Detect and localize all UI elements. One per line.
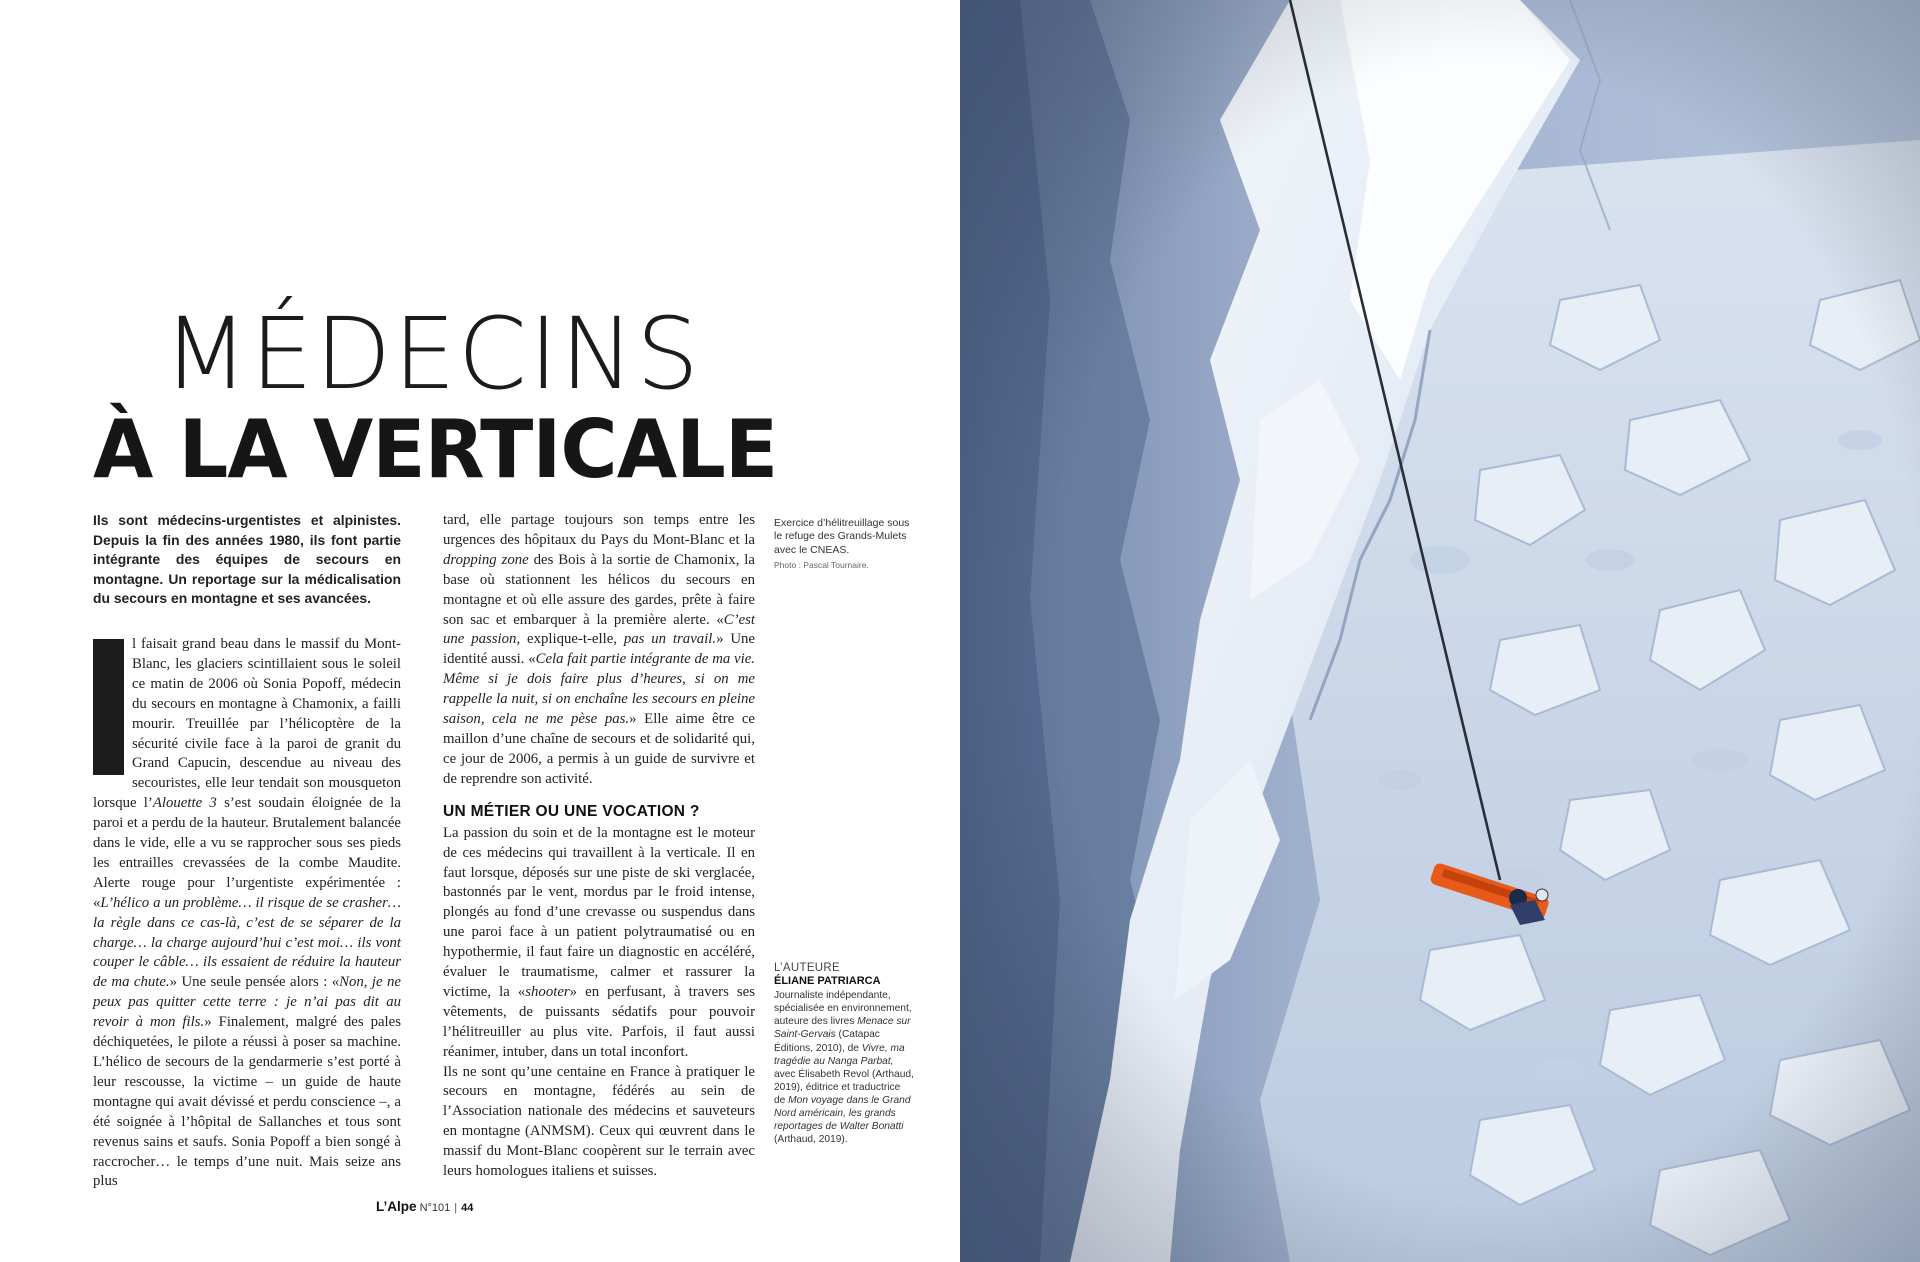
issue-number: N°101 xyxy=(419,1202,451,1214)
page-number: 44 xyxy=(461,1202,474,1214)
article-column-2 xyxy=(443,511,755,1182)
paragraph-3: La passion du soin et de la montagne est le moteur de ces médecins qui travaillent à la verticale. Il en faut lorsque, déposés sur une piste de ski verglacée, bastonnés par le vent, mordus par le froid intense, plongés au fond d’une crevasse ou suspendus dans une paroi face à un patient polytraumatisé ou en hypothermie, il faut faire un diagnostic en accéléré, évaluer le traumatisme, calmer et rassurer la victime, la «shooter» en perfusant, à travers ses vêtements, de puissants sédatifs pour pouvoir l’hélitreuiller au plus vite. Parfois, il faut aussi réanimer, intuber, dans un total inconfort. xyxy=(443,824,755,1060)
article-column-1 xyxy=(93,511,401,1192)
article-body-col2 xyxy=(443,511,755,1182)
page-footer xyxy=(376,1199,473,1214)
article-body-col1 xyxy=(93,635,401,1192)
paragraph-1: l faisait grand beau dans le massif du Mont-Blanc, les glaciers scintillaient sous le soleil ce matin de 2006 où Sonia Popoff, médecin du secours en montagne à Chamonix, a failli mourir. Treuillée par l’hélicoptère de la sécurité civile face à la paroi de granit du Grand Capucin, descendue au niveau des secouristes, elle leur tendait son mousqueton lorsque l’Alouette 3 s’est soudain éloignée de la paroi et a perdu de la hauteur. Brutalement balancée dans le vide, elle a vu se rapprocher sous ses pieds les entrailles crevassées de la combe Maudite. Alerte rouge pour l’urgentiste expérimentée : «L’hélico a un problème… il risque de se crasher… la règle dans ce cas-là, c’est de se séparer de la charge… la charge aujourd’hui c’est moi… ils vont couper le câble… ils essaient de réduire la hauteur de ma chute.» Une seule pensée alors : «Non, je ne peux pas quitter cette terre : je n’ai pas dit au revoir à mon fils.» Finalement, malgré des pales déchiquetées, le pilote a réussi à poser sa machine. L’hélico de secours de la gendarmerie s’est porté à leur rescousse, la victime – un guide de haute montagne qui avait dévissé et perdu conscience –, a été soignée à l’hôpital de Sallanches et tous sont revenus sains et saufs. Sonia Popoff a bien songé à raccrocher… le temps d’une nuit. Mais seize ans plus xyxy=(93,635,401,1190)
paragraph-4: Ils ne sont qu’une centaine en France à pratiquer le secours en montagne, fédérés au sein de l’Association nationale des médecins et sauveteurs en montagne (ANMSM). Ceux qui œuvrent dans le massif du Mont-Blanc coopèrent sur le terrain avec leurs homologues italiens et suisses. xyxy=(443,1063,755,1180)
drop-cap xyxy=(93,639,124,775)
photo-credit: Photo : Pascal Tournaire. xyxy=(774,559,869,570)
author-box xyxy=(774,962,914,1146)
author-bio: Journaliste indépendante, spécialisée en environnement, auteure des livres Menace sur Saint-Gervais (Catapac Éditions, 2010), de Vivre, ma tragédie au Nanga Parbat, avec Élisabeth Revol (Arthaud, 2019), éditrice et traductrice de Mon voyage dans le Grand Nord américain, les grands reportages de Walter Bonatti (Arthaud, 2019). xyxy=(774,990,914,1146)
section-subheading: UN MÉTIER OU UNE VOCATION ? xyxy=(443,802,700,820)
paragraph-2: tard, elle partage toujours son temps entre les urgences des hôpitaux du Pays du Mont-Blanc et la dropping zone des Bois à la sortie de Chamonix, la base où stationnent les hélicos du secours en montagne et où elle assure des gardes, prête à faire son sac et embarquer à la première alerte. «C’est une passion, explique-t-elle, pas un travail.» Une identité aussi. «Cela fait partie intégrante de ma vie. Même si je dois faire plus d’heures, si on me rappelle la nuit, si on enchaîne les secours en pleine saison, cela ne me pèse pas.» Elle aime être ce maillon d’une chaîne de secours et de solidarité qui, ce jour de 2006, a permis à un guide de survivre et de reprendre son activité. xyxy=(443,512,756,787)
author-name: ÉLIANE PATRIARCA xyxy=(774,975,881,988)
glacier-rescue-photo xyxy=(960,0,1920,1262)
magazine-name: L’Alpe xyxy=(376,1199,417,1214)
caption-text: Exercice d’hélitreuillage sous le refuge des Grands-Mulets avec le CNEAS. xyxy=(774,517,910,556)
article-lead: Ils sont médecins-urgentistes et alpinistes. Depuis la fin des années 1980, ils font partie intégrante des équipes de secours en montagne. Un reportage sur la médicalisation du secours en montagne et ses avancées. xyxy=(93,512,401,607)
photo-caption xyxy=(774,517,914,572)
author-label: L’AUTEURE xyxy=(774,962,840,974)
title-line-1: MÉDECINS xyxy=(163,297,701,412)
title-line-2: À LA VERTICALE xyxy=(93,403,778,496)
footer-separator: | xyxy=(454,1202,458,1214)
